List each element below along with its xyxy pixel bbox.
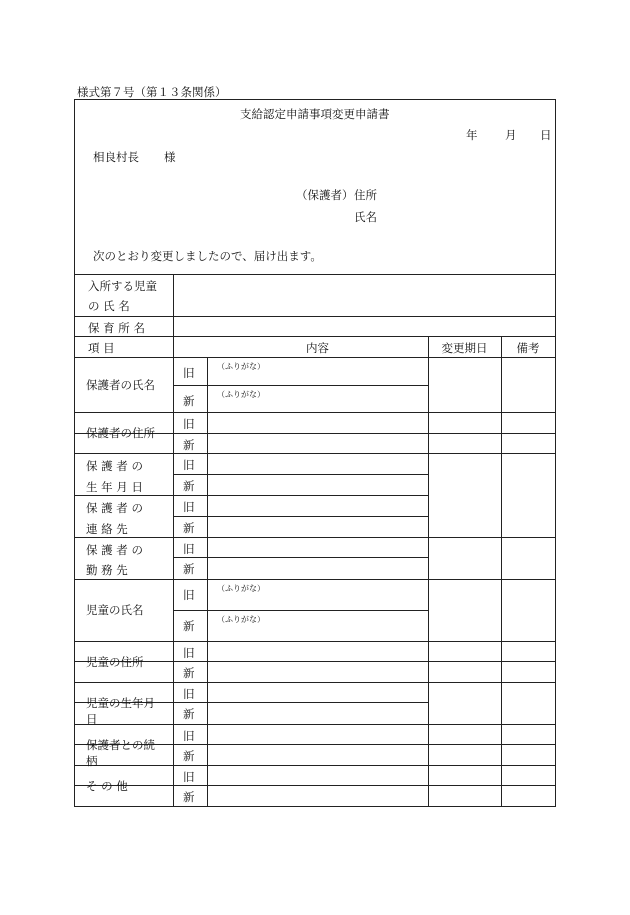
change-date-field[interactable]	[429, 538, 500, 578]
new-label: 新	[183, 521, 195, 535]
row-label-line1: 保 護 者 の	[86, 543, 143, 557]
date-month-label[interactable]: 月	[505, 128, 517, 142]
change-date-field[interactable]	[429, 725, 500, 764]
remarks-field[interactable]	[502, 413, 554, 452]
rule-nursery-bottom	[74, 336, 555, 337]
old-label: 旧	[183, 729, 195, 743]
row-label-line2: 連 絡 先	[86, 522, 128, 536]
old-label: 旧	[183, 500, 195, 514]
remarks-field[interactable]	[502, 538, 554, 578]
old-value-field[interactable]	[208, 496, 427, 515]
new-label: 新	[183, 479, 195, 493]
change-date-field[interactable]	[429, 642, 500, 681]
new-label: 新	[183, 707, 195, 721]
furigana-new: （ふりがな）	[217, 615, 265, 624]
new-value-field[interactable]	[208, 662, 427, 681]
furigana-new: （ふりがな）	[217, 390, 265, 399]
old-value-field[interactable]	[208, 538, 427, 556]
new-value-field[interactable]	[208, 386, 427, 411]
applicant-address-label[interactable]: 住所	[354, 188, 377, 202]
old-label: 旧	[183, 646, 195, 660]
new-value-field[interactable]	[208, 786, 427, 805]
new-label: 新	[183, 394, 195, 408]
old-label: 旧	[183, 417, 195, 431]
old-value-field[interactable]	[208, 683, 427, 701]
remarks-field[interactable]	[502, 580, 554, 640]
new-value-field[interactable]	[208, 703, 427, 723]
remarks-field[interactable]	[502, 496, 554, 536]
new-value-field[interactable]	[208, 611, 427, 640]
new-label: 新	[183, 749, 195, 763]
date-year-label[interactable]: 年	[466, 128, 478, 142]
new-value-field[interactable]	[208, 517, 427, 536]
nursery-name-label: 保 育 所 名	[88, 321, 145, 335]
child-name-field[interactable]	[174, 275, 555, 316]
header-remarks: 備考	[516, 341, 540, 355]
change-date-field[interactable]	[429, 683, 500, 723]
guardian-prefix: （保護者）	[296, 188, 354, 202]
child-name-label-line1: 入所する児童	[88, 279, 157, 293]
remarks-field[interactable]	[502, 642, 554, 681]
new-label: 新	[183, 562, 195, 576]
header-item: 項 目	[88, 341, 115, 355]
old-label: 旧	[183, 458, 195, 472]
row-label: そ の 他	[86, 778, 128, 793]
honorific: 様	[164, 150, 176, 164]
row-label: 保護者の住所	[86, 425, 155, 440]
change-date-field[interactable]	[429, 496, 500, 536]
new-value-field[interactable]	[208, 434, 427, 452]
old-value-field[interactable]	[208, 358, 427, 384]
header-change-date: 変更期日	[441, 341, 488, 355]
new-value-field[interactable]	[208, 558, 427, 578]
child-name-label-line2: の 氏 名	[88, 299, 130, 313]
change-date-field[interactable]	[429, 413, 500, 452]
new-label: 新	[183, 619, 195, 633]
old-label: 旧	[183, 542, 195, 556]
row-label-line1: 保 護 者 の	[86, 501, 143, 515]
old-value-field[interactable]	[208, 642, 427, 660]
old-label: 旧	[183, 770, 195, 784]
remarks-field[interactable]	[502, 358, 554, 411]
row-label-line2: 勤 務 先	[86, 563, 128, 577]
applicant-name-label[interactable]: 氏名	[354, 210, 377, 224]
old-label: 旧	[183, 588, 195, 602]
new-label: 新	[183, 666, 195, 680]
row-label-line2: 生 年 月 日	[86, 480, 143, 494]
old-label: 旧	[183, 366, 195, 380]
row-label: 保護者の氏名	[86, 377, 155, 392]
row-label: 児童の住所	[86, 654, 144, 669]
row-label: 児童の生年月日	[86, 696, 155, 726]
remarks-field[interactable]	[502, 766, 554, 805]
change-date-field[interactable]	[429, 358, 500, 411]
row-label: 児童の氏名	[86, 603, 144, 617]
remarks-field[interactable]	[502, 725, 554, 764]
row-label-line1: 保 護 者 の	[86, 459, 143, 473]
change-date-field[interactable]	[429, 766, 500, 805]
old-value-field[interactable]	[208, 725, 427, 743]
header-content: 内容	[306, 341, 329, 355]
new-label: 新	[183, 438, 195, 452]
date-day-label[interactable]: 日	[540, 128, 552, 142]
nursery-name-field[interactable]	[174, 316, 555, 336]
old-value-field[interactable]	[208, 766, 427, 784]
remarks-field[interactable]	[502, 683, 554, 723]
addressee: 相良村長	[93, 150, 139, 164]
new-value-field[interactable]	[208, 745, 427, 764]
furigana-old: （ふりがな）	[217, 362, 265, 371]
old-label: 旧	[183, 687, 195, 701]
furigana-old: （ふりがな）	[217, 584, 265, 593]
form-number-label: 様式第７号（第１３条関係）	[77, 85, 227, 99]
form-title: 支給認定申請事項変更申請書	[240, 107, 390, 121]
old-value-field[interactable]	[208, 580, 427, 609]
new-label: 新	[183, 790, 195, 804]
rule-col-1	[173, 336, 174, 806]
remarks-field[interactable]	[502, 454, 554, 494]
row-label: 保護者との続柄	[86, 737, 155, 768]
change-date-field[interactable]	[429, 580, 500, 640]
new-value-field[interactable]	[208, 475, 427, 494]
old-value-field[interactable]	[208, 413, 427, 432]
old-value-field[interactable]	[208, 454, 427, 473]
change-date-field[interactable]	[429, 454, 500, 494]
statement-text: 次のとおり変更しましたので、届け出ます。	[93, 249, 322, 263]
